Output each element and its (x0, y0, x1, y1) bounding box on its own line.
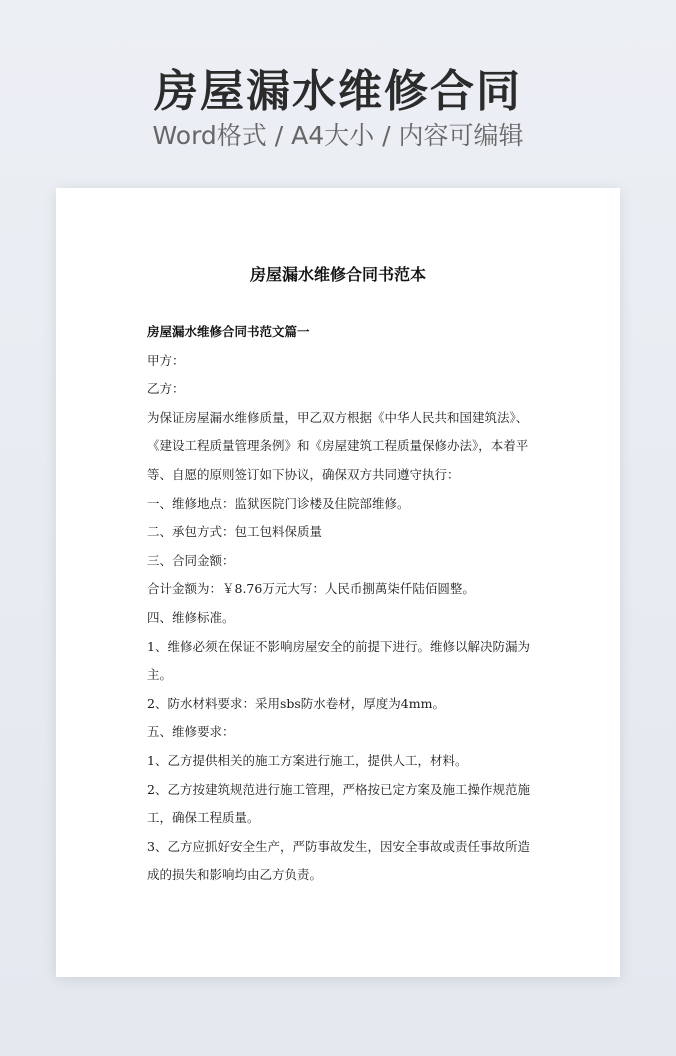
party-b-line: 乙方： (147, 381, 185, 397)
standard-item-2: 2、防水材料要求：采用sbs防水卷材，厚度为4mm。 (147, 695, 445, 711)
clause-contract-method: 二、承包方式：包工包料保质量 (147, 524, 323, 540)
party-a-line: 甲方： (147, 352, 185, 368)
requirement-item-1: 1、乙方提供相关的施工方案进行施工，提供人工，材料。 (147, 752, 468, 768)
clause-contract-amount: 三、合同金额： (147, 552, 235, 568)
clause-location: 一、维修地点：监狱医院门诊楼及住院部维修。 (147, 495, 410, 511)
banner-subtitle: Word格式 / A4大小 / 内容可编辑 (152, 121, 524, 150)
requirement-item-3: 3、乙方应抓好安全生产，严防事故发生，因安全事故或责任事故所造成的损失和影响均由乙方负责。 (147, 838, 530, 883)
preamble-paragraph: 为保证房屋漏水维修质量，甲乙双方根据《中华人民共和国建筑法》、《建设工程质量管理条例》和《房屋建筑工程质量保修办法》，本着平等、自愿的原则签订如下协议，确保双方共同遵守执行： (147, 409, 529, 482)
document-page (56, 188, 620, 977)
standard-item-1: 1、维修必须在保证不影响房屋安全的前提下进行。维修以解决防漏为主。 (147, 638, 530, 683)
amount-line: 合计金额为：￥8.76万元大写：人民币捌萬柒仟陆佰圆整。 (147, 581, 475, 597)
document-body (147, 318, 533, 890)
clause-requirements: 五、维修要求： (147, 724, 235, 740)
requirement-item-2: 2、乙方按建筑规范进行施工管理，严格按已定方案及施工操作规范施工，确保工程质量。 (147, 781, 530, 826)
section-heading: 房屋漏水维修合同书范文篇一 (147, 324, 310, 339)
banner-title: 房屋漏水维修合同 (154, 66, 522, 117)
document-title: 房屋漏水维修合同书范本 (249, 265, 426, 284)
clause-standards: 四、维修标准。 (147, 609, 235, 625)
